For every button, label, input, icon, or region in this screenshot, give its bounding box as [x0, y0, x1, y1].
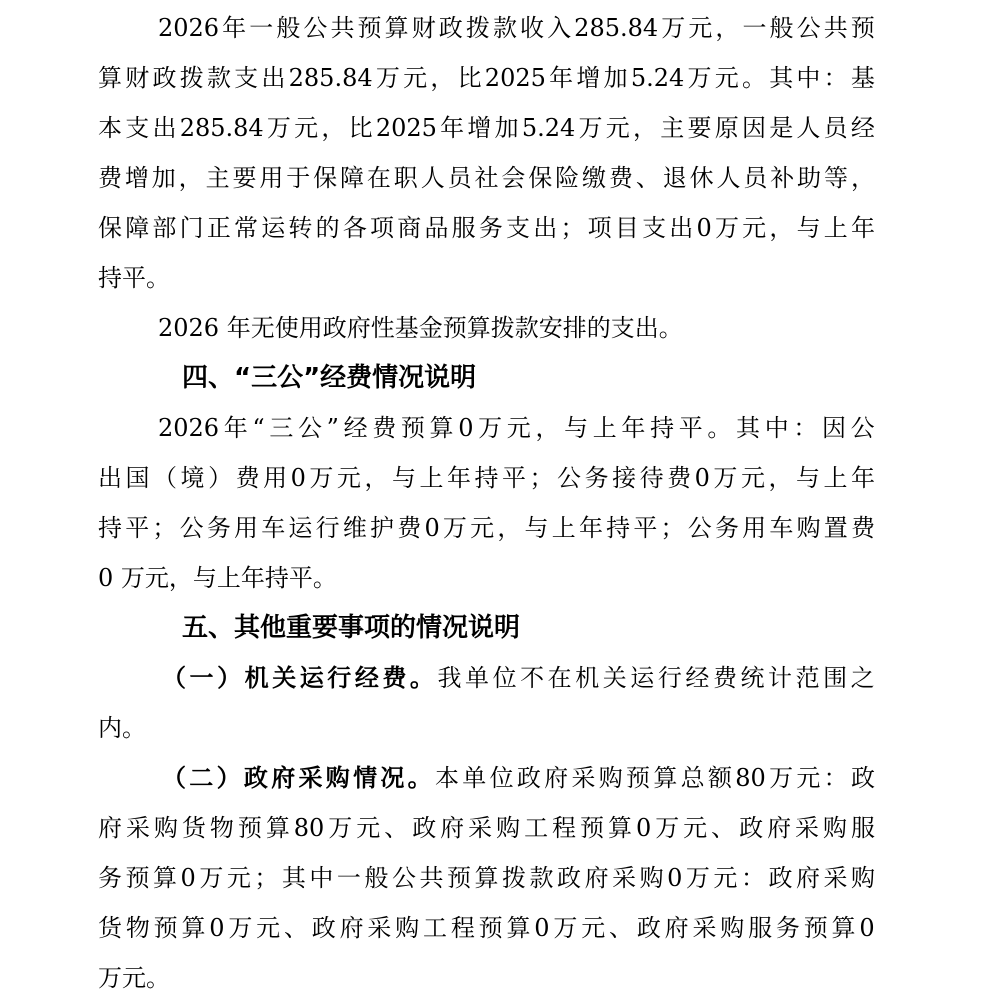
document-text — [98, 3, 875, 1002]
doc-line: 内。 — [98, 714, 146, 742]
doc-line: （ 一 ） 机 关 运 行 经 费 。 我 单 位 不 在 机 关 运 行 经 费 统 计 范 围 之 — [162, 663, 875, 692]
doc-line: 货 物 预 算 0 万 元 、 政 府 采 购 工 程 预 算 0 万 元 、 政 府 采 购 服 务 预 算 0 — [98, 914, 875, 942]
doc-line: 出 国 （ 境 ） 费 用 0 万 元 ， 与 上 年 持 平 ； 公 务 接 待 费 0 万 元 ， 与 上 年 — [98, 464, 875, 492]
doc-line: 2026 年 一 般 公 共 预 算 财 政 拨 款 收 入 285.84 万 元 ， 一 般 公 共 预 — [158, 14, 875, 42]
doc-line: 府 采 购 货 物 预 算 80 万 元 、 政 府 采 购 工 程 预 算 0 万 元 、 政 府 采 购 服 — [98, 814, 875, 842]
doc-line: 2026 年无使用政府性基金预算拨款安排的支出。 — [158, 314, 683, 342]
doc-line: 务 预 算 0 万 元 ； 其 中 一 般 公 共 预 算 拨 款 政 府 采 购 0 万 元 ： 政 府 采 购 — [98, 864, 875, 892]
doc-line: 持平。 — [98, 264, 170, 292]
doc-line: （ 二 ） 政 府 采 购 情 况 。 本 单 位 政 府 采 购 预 算 总 额 80 万 元 ： 政 — [162, 763, 875, 792]
section-heading-other-items: 五、其他重要事项的情况说明 — [182, 613, 521, 643]
doc-line: 持 平 ； 公 务 用 车 运 行 维 护 费 0 万 元 ， 与 上 年 持 平 ； 公 务 用 车 购 置 费 — [98, 514, 875, 542]
doc-line: 2026 年 “ 三 公 ” 经 费 预 算 0 万 元 ， 与 上 年 持 平 。 其 中 ： 因 公 — [158, 414, 875, 442]
doc-line: 本 支 出 285.84 万 元 ， 比 2025 年 增 加 5.24 万 元 ， 主 要 原 因 是 人 员 经 — [98, 114, 875, 142]
doc-line: 保 障 部 门 正 常 运 转 的 各 项 商 品 服 务 支 出 ； 项 目 支 出 0 万 元 ， 与 上 年 — [98, 214, 875, 242]
doc-line: 费 增 加 ， 主 要 用 于 保 障 在 职 人 员 社 会 保 险 缴 费 、 退 休 人 员 补 助 等 ， — [98, 164, 875, 192]
doc-line: 算 财 政 拨 款 支 出 285.84 万 元 ， 比 2025 年 增 加 5.24 万 元 。 其 中 ： 基 — [98, 64, 875, 92]
doc-line: 万元。 — [98, 964, 170, 992]
section-heading-sangong: 四、“三公”经费情况说明 — [182, 363, 477, 393]
doc-line: 0 万元，与上年持平。 — [98, 564, 337, 592]
